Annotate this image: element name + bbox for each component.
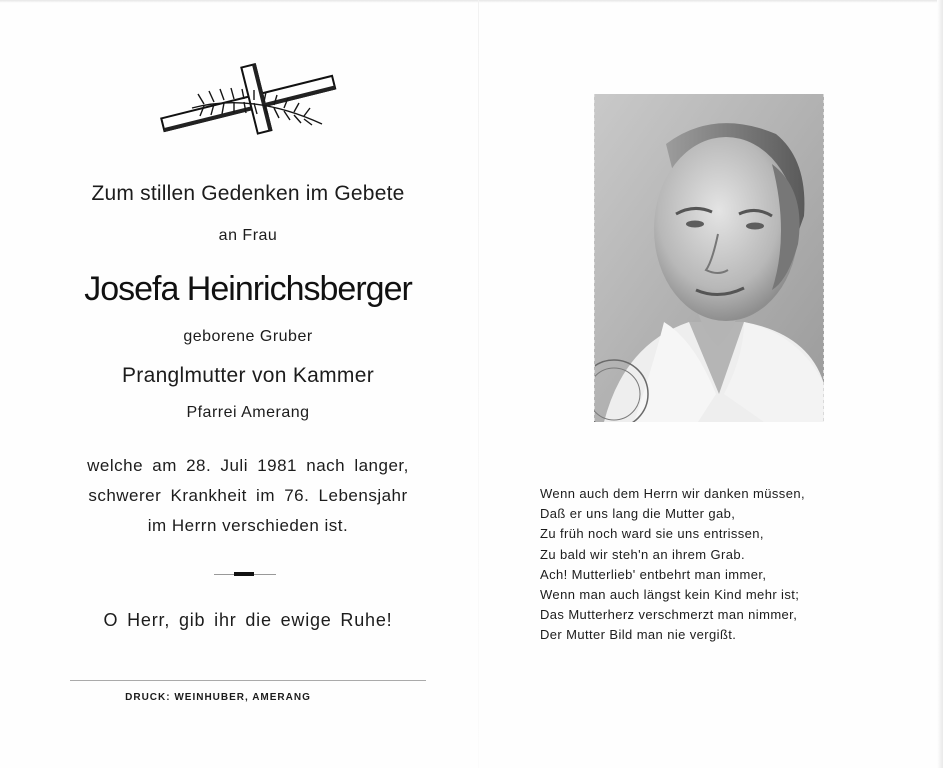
death-text-line: im Herrn verschieden ist.: [147, 516, 349, 535]
printer-imprint: DRUCK: WEINHUBER, AMERANG: [125, 692, 311, 703]
card-right-edge: [937, 0, 943, 768]
death-text-line: welche am 28. Juli 1981 nach langer,: [87, 456, 409, 475]
salutation: an Frau: [218, 227, 278, 244]
poem-line: Zu bald wir steh'n an ihrem Grab.: [540, 546, 745, 562]
footer-rule: [70, 680, 426, 681]
poem-line: Zu früh noch ward sie uns entrissen,: [540, 526, 764, 542]
poem-line: Daß er uns lang die Mutter gab,: [540, 506, 736, 522]
prayer-line: O Herr, gib ihr die ewige Ruhe!: [103, 610, 393, 630]
left-panel: [40, 0, 456, 768]
poem: [540, 484, 880, 646]
portrait-photo-illustration: [594, 94, 824, 422]
poem-line: Das Mutterherz verschmerzt man nimmer,: [540, 607, 798, 623]
poem-line: Ach! Mutterlieb' entbehrt man immer,: [540, 566, 767, 582]
poem-line: Der Mutter Bild man nie vergißt.: [540, 627, 737, 643]
death-text-line: schwerer Krankheit im 76. Lebensjahr: [88, 486, 408, 505]
memorial-heading: Zum stillen Gedenken im Gebete: [91, 182, 405, 205]
portrait-photo: [594, 94, 824, 422]
ornamental-divider: [214, 572, 276, 576]
birth-name: geborene Gruber: [183, 328, 313, 345]
card-fold: [478, 0, 479, 768]
deceased-title: Pranglmutter von Kammer: [122, 364, 374, 387]
parish: Pfarrei Amerang: [186, 404, 310, 421]
cross-with-palm-icon: [152, 62, 352, 142]
poem-line: Wenn man auch längst kein Kind mehr ist;: [540, 587, 800, 603]
deceased-name: Josefa Heinrichsberger: [84, 270, 412, 308]
poem-line: Wenn auch dem Herrn wir danken müssen,: [540, 486, 805, 501]
